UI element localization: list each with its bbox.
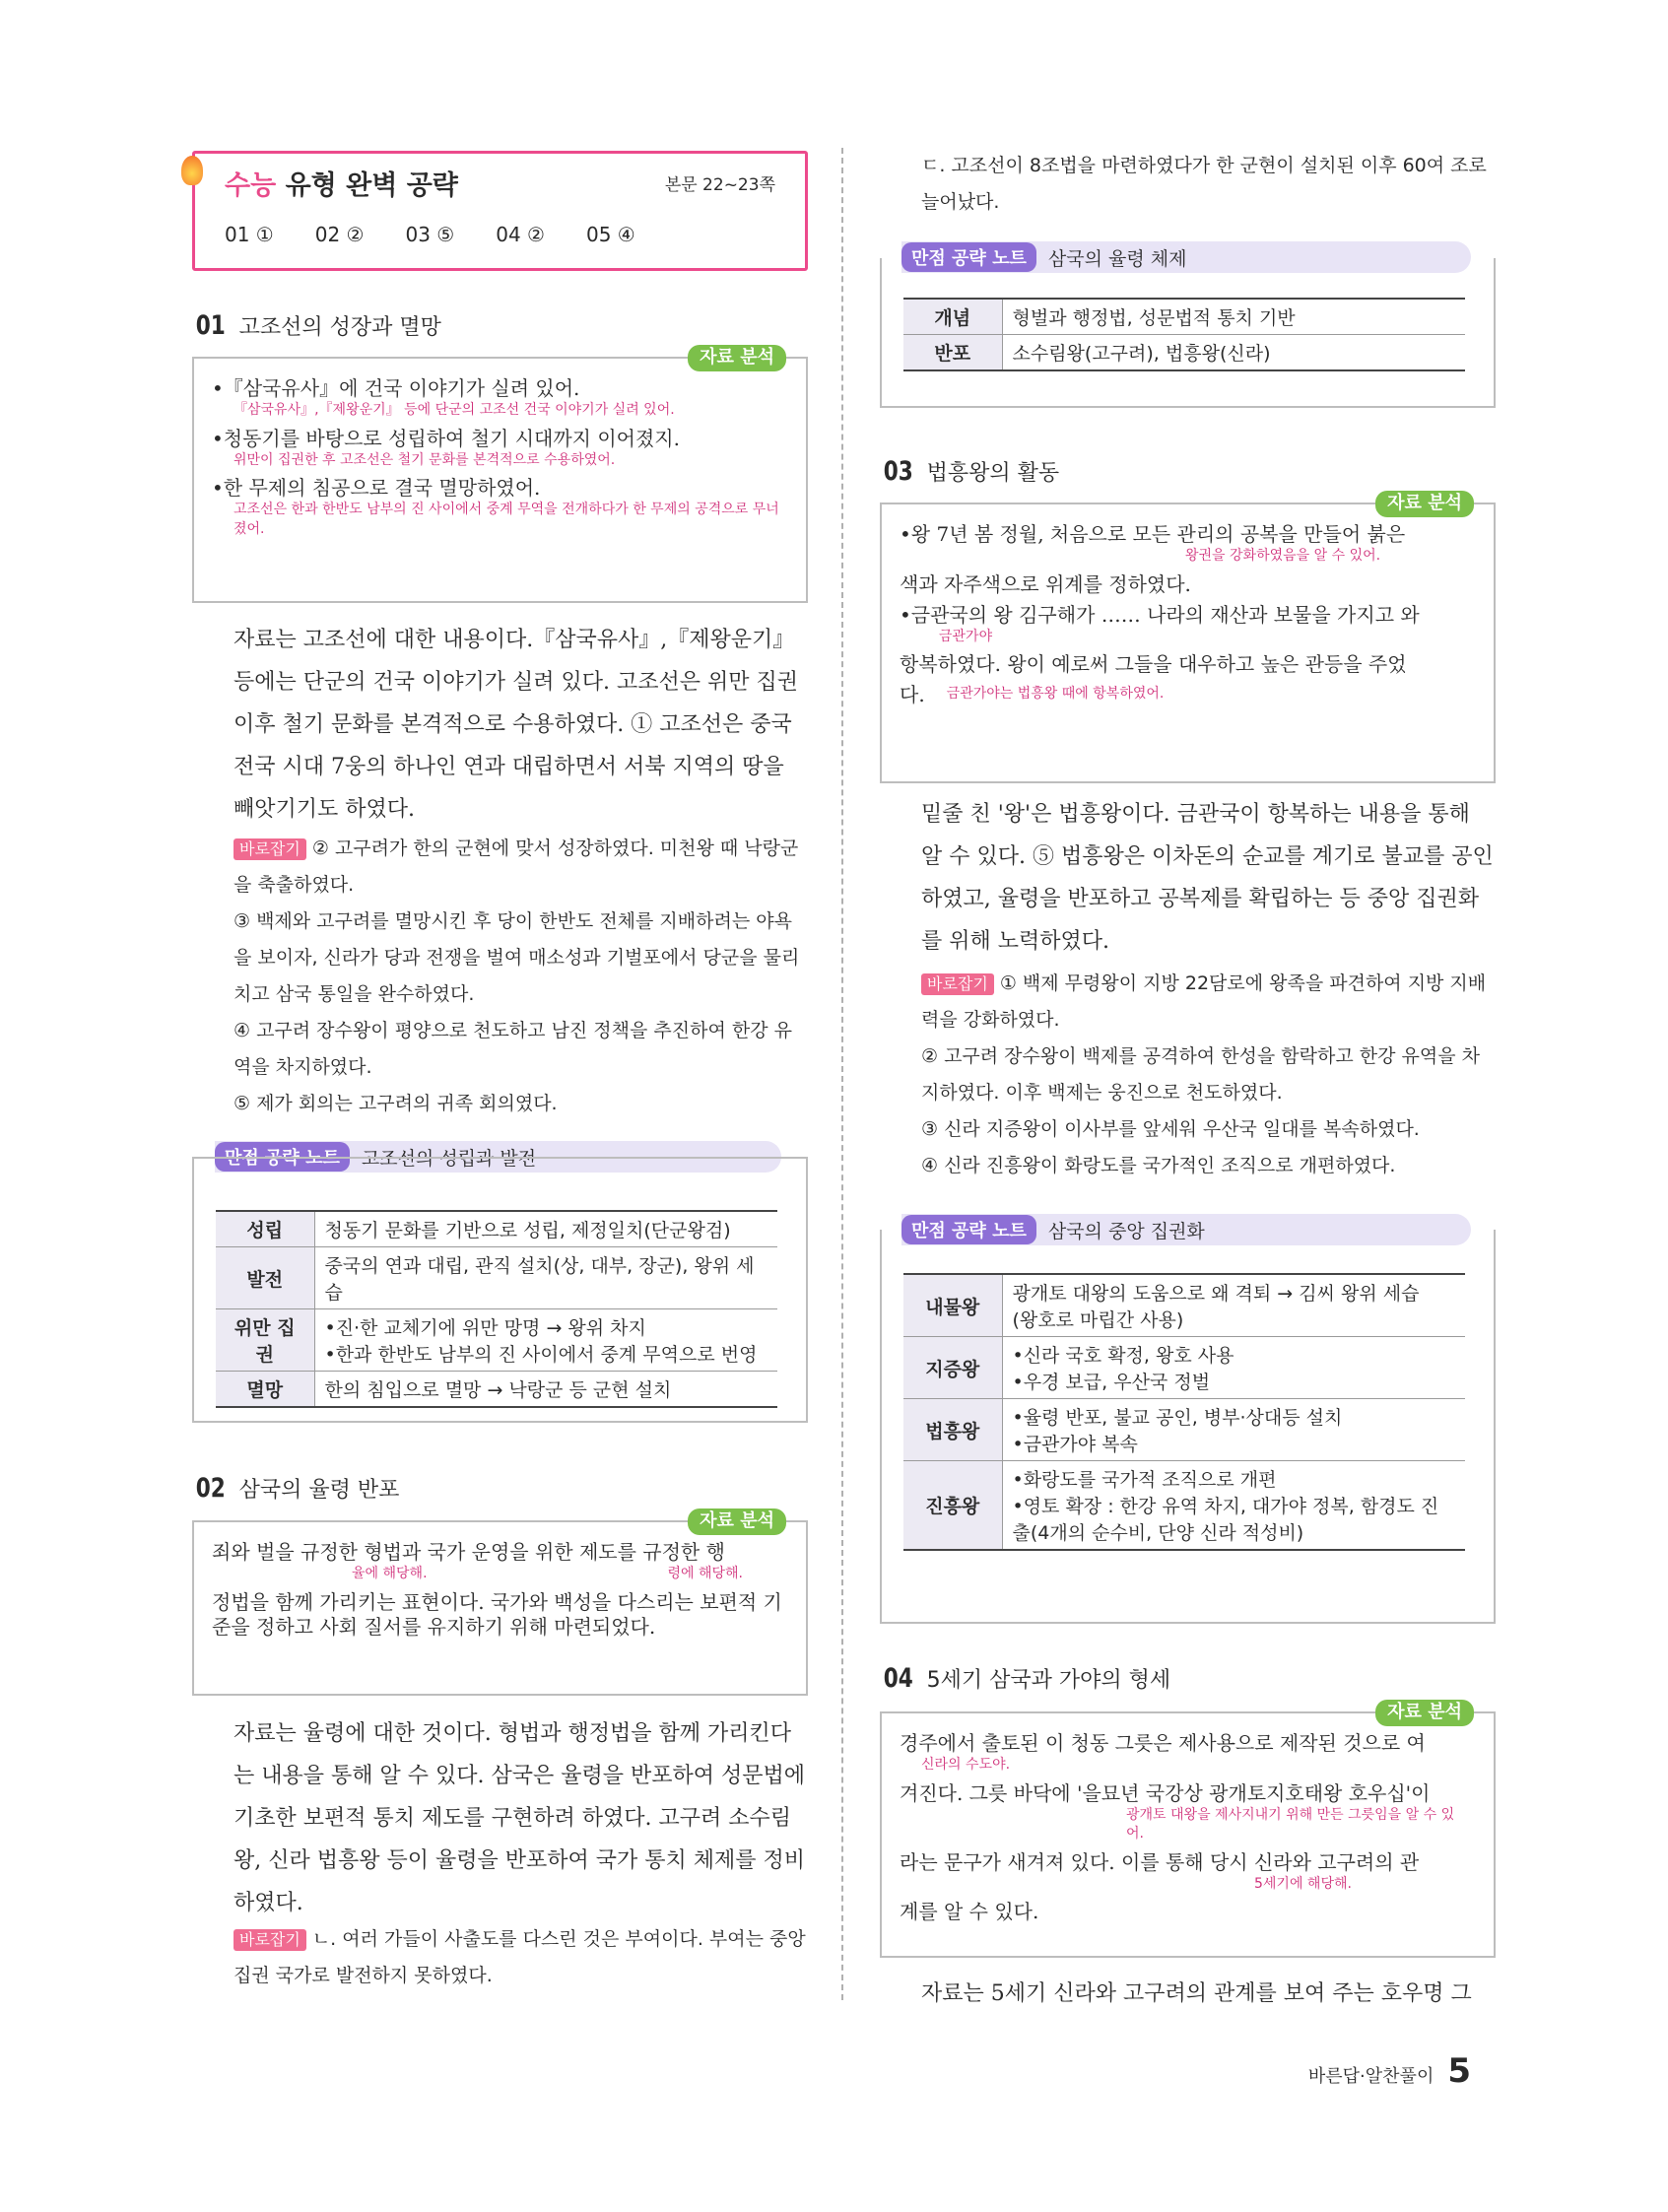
note-box [192,1157,808,1423]
correction-tag: 바로잡기 [921,973,994,995]
explanation: 자료는 고조선에 대한 내용이다.『삼국유사』,『제왕운기』등에는 단군의 건국 이야기가 실려 있다. 고조선은 위만 집권 이후 철기 문화를 본격적으로 수용하였다. ① 고조선은 중국 전국 시대 7웅의 하나인 연과 대립하면서 서북 지역의 땅을 빼앗기기도 하였다. [234,628,798,822]
note-box [880,258,1496,408]
footer-text: 바른답·알찬풀이 [1307,2066,1434,2087]
answer-item: 01 ① [225,223,274,246]
source-line: 정법을 함께 가리키는 표현이다. 국가와 백성을 다스리는 보편적 기준을 정하고 사회 질서를 유지하기 위해 마련되었다. [212,1589,782,1639]
answer-item: 02 ② [314,223,365,246]
source-analysis-box [192,1510,808,1696]
correction-list: 바로잡기 ① 백제 무령왕이 지방 22담로에 왕족을 파견하여 지방 지배력을 강화하였다. ② 고구려 장수왕이 백제를 공격하여 한성을 함락하고 한강 유역을 차지하였다. 이후 백제는 웅진으로 천도하였다. ③ 신라 지증왕이 이사부를 앞세워 우산국 일대를 복속하였다. ④ 신라 진흥왕이 화랑도를 국가적인 조직으로 개편하였다. [921,972,1487,1176]
annotation: 금관가야 [939,628,993,644]
note-header: 만점 공략 노트 고조선의 성립과 발전 [215,1141,781,1173]
source-line: •한 무제의 침공으로 결국 멸망하였어. [212,476,541,501]
annotation: 왕권을 강화하였음을 알 수 있어. [1185,548,1381,564]
question-title: 02 삼국의 율령 반포 [195,1473,400,1504]
explanation: 자료는 5세기 신라와 고구려의 관계를 보여 주는 호우명 그 [921,1981,1472,2006]
source-line: •『삼국유사』에 건국 이야기가 실려 있어. [212,376,580,400]
question-title: 03 법흥왕의 활동 [883,456,1060,487]
source-line: 항복하였다. 왕이 예로써 그들을 대우하고 높은 관등을 주었 [900,652,1407,677]
source-line: 색과 자주색으로 위계를 정하였다. [900,571,1191,596]
explanation: 자료는 율령에 대한 것이다. 형법과 행정법을 함께 가리킨다는 내용을 통해 알 수 있다. 삼국은 율령을 반포하여 성문법에 기초한 보편적 통치 제도를 구현하려 하였다. 고구려 소수림왕, 신라 법흥왕 등이 율령을 반포하여 국가 통치 체제를 정비하였다. [234,1721,805,1915]
correction-list: 바로잡기 ② 고구려가 한의 군현에 맞서 성장하였다. 미천왕 때 낙랑군을 축출하였다. ③ 백제와 고구려를 멸망시킨 후 당이 한반도 전체를 지배하려는 야욕을 보이자, 신라가 당과 전쟁을 벌여 매소성과 기벌포에서 당군을 물리치고 삼국 통일을 완수하였다. ④ 고구려 장수왕이 평양으로 천도하고 남진 정책을 추진하여 한강 유역을 차지하였다. ⑤ 제가 회의는 고구려의 귀족 회의였다. [234,838,800,1114]
answer-item: 04 ② [496,223,545,246]
analysis-badge: 자료 분석 [688,345,786,371]
correction-tag: 바로잡기 [234,1929,306,1951]
annotation: 령에 해당해. [667,1566,743,1581]
source-line: 라는 문구가 새겨져 있다. 이를 통해 당시 신라와 고구려의 관 [900,1849,1420,1874]
source-line: •왕 7년 봄 정월, 처음으로 모든 관리의 공복을 만들어 붉은 [900,522,1406,546]
annotation: 광개토 대왕을 제사지내기 위해 만든 그릇임을 알 수 있어. [1126,1806,1455,1843]
note-box [880,1230,1496,1624]
annotation: 고조선은 한과 한반도 남부의 진 사이에서 중계 무역을 전개하다가 한 무제의 공격으로 무너졌어. [234,502,779,537]
correction-list: 바로잡기 ㄴ. 여러 가들이 사출도를 다스린 것은 부여이다. 부여는 중앙 집권 국가로 발전하지 못하였다. [234,1928,806,1986]
note-table: 내물왕 광개토 대왕의 도움으로 왜 격퇴 → 김씨 왕위 세습 (왕호로 마립간 사용) 지증왕 •신라 국호 확정, 왕호 사용 •우경 보급, 우산국 정벌 법흥왕 •율령 반포, 불교 공인, 병부·상대등 설치 •금관가야 복속 진흥왕 •화랑도를 국가적 조직으로 개편 •영토 확장 : 한강 유역 차지, 대가야 정복, 함경도 진 출(4개의 순수비, 단양 신라 적성비) [903,1273,1465,1551]
continued-text: ㄷ. 고조선이 8조법을 마련하였다가 한 군현이 설치된 이후 60여 조로 늘어났다. [921,155,1487,213]
analysis-badge: 자료 분석 [688,1508,786,1535]
note-table: 성립 청동기 문화를 기반으로 성립, 제정일치(단군왕검) 발전 중국의 연과 대립, 관직 설치(상, 대부, 장군), 왕위 세습 위만 집권 •진·한 교체기에 위만 망명 → 왕위 차지 •한과 한반도 남부의 진 사이에서 중계 무역으로 번영 멸망 한의 침입으로 멸망 → 낙랑군 등 군현 설치 [216,1210,777,1408]
answer-item: 03 ⑤ [405,223,455,246]
analysis-badge: 자료 분석 [1375,1700,1474,1726]
explanation: 밑줄 친 '왕'은 법흥왕이다. 금관국이 항복하는 내용을 통해 알 수 있다. ⑤ 법흥왕은 이차돈의 순교를 계기로 불교를 공인하였고, 율령을 반포하고 공복제를 확립하는 등 중앙 집권화를 위해 노력하였다. [921,802,1494,954]
source-line: 계를 알 수 있다. [900,1900,1039,1924]
page-number: 5 [1447,2051,1471,2091]
flame-icon [181,156,203,185]
annotation: 율에 해당해. [352,1566,428,1581]
note-header: 만점 공략 노트 삼국의 중앙 집권화 [901,1214,1471,1245]
page-footer [1308,2051,1471,2091]
correction-tag: 바로잡기 [234,838,306,860]
note-header: 만점 공략 노트 삼국의 율령 체제 [901,241,1471,273]
answer-item: 05 ④ [586,223,635,246]
source-line: 죄와 벌을 규정한 형법과 국가 운영을 위한 제도를 규정한 행 [212,1540,725,1564]
answer-list [225,223,635,246]
source-analysis-box [880,493,1496,783]
source-analysis-box [880,1702,1496,1958]
question-title: 01 고조선의 성장과 멸망 [195,310,441,341]
answer-summary-box [192,151,808,271]
annotation: 신라의 수도야. [921,1757,1011,1773]
source-line: •금관국의 왕 김구해가 …… 나라의 재산과 보물을 가지고 와 [900,602,1420,627]
annotation: 『삼국유사』,『제왕운기』 등에 단군의 고조선 건국 이야기가 실려 있어. [234,402,675,418]
annotation: 위만이 집권한 후 고조선은 철기 문화를 본격적으로 수용하였어. [234,451,616,468]
source-line: •청동기를 바탕으로 성립하여 철기 시대까지 이어졌지. [212,426,680,450]
section-title: 수능 유형 완벽 공략 [225,170,458,201]
page-reference: 본문 22~23쪽 [664,175,775,195]
source-line: 다. [900,683,925,707]
column-divider [841,148,843,2000]
annotation: 5세기에 해당해. [1254,1875,1352,1892]
source-line: 겨진다. 그릇 바닥에 '을묘년 국강상 광개토지호태왕 호우십'이 [900,1780,1431,1805]
source-analysis-box [192,347,808,603]
analysis-badge: 자료 분석 [1375,491,1474,517]
annotation: 금관가야는 법흥왕 때에 항복하였어. [946,686,1165,703]
question-title: 04 5세기 삼국과 가야의 형세 [883,1663,1171,1694]
source-line: 경주에서 출토된 이 청동 그릇은 제사용으로 제작된 것으로 여 [900,1731,1426,1755]
note-table: 개념 형벌과 행정법, 성문법적 통치 기반 반포 소수림왕(고구려), 법흥왕(신라) [903,298,1465,371]
